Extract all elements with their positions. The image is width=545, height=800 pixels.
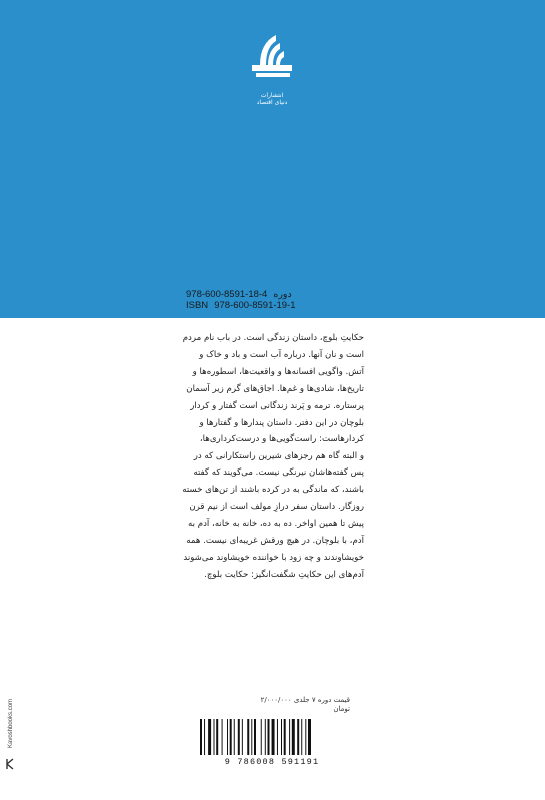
isbn-block bbox=[186, 289, 386, 311]
description-line: آتش. واگویی افسانه‌ها و واقعیت‌ها، اسطوره‌ها و bbox=[192, 366, 364, 377]
price-line2: تومان bbox=[333, 705, 350, 713]
barcode bbox=[192, 719, 352, 769]
isbn-number: 978-600-8591-19-1 bbox=[214, 300, 296, 311]
description-line: حکایتِ بلوچ، داستان زندگی است. در باب نام مردم bbox=[182, 333, 364, 343]
set-isbn-line bbox=[186, 289, 386, 300]
description-line: پس گفته‌هاشان نیرنگی نیست. می‌گویند که گفته bbox=[193, 468, 364, 479]
description-line: آدم‌های این حکایتِ شگفت‌انگیز: حکایت بلوچ. bbox=[204, 569, 364, 580]
back-cover-description bbox=[184, 330, 364, 584]
description-line: بلوچان در این دفتر. داستان پندارها و گفتارها و bbox=[199, 417, 364, 428]
set-isbn-number: 978-600-8591-18-4 bbox=[186, 289, 268, 300]
description-line: و البته گاه هم رجزهای شیرین راستکارانی که در bbox=[193, 451, 364, 462]
description-line: خویشاوندند و چه زود با خواننده خویشاوند می‌شوند bbox=[183, 552, 364, 563]
description-line: است و نان آنها. درباره آب است و باد و خاک و bbox=[199, 349, 364, 360]
barcode-bars bbox=[200, 719, 344, 755]
publisher-name-line2: دنیای اقتصاد bbox=[256, 99, 288, 106]
publisher-name bbox=[240, 92, 304, 106]
isbn-line bbox=[186, 300, 386, 311]
description-line: روزگار. داستان سفر درازِ مولف است از نیم قرن bbox=[189, 502, 364, 513]
set-isbn-label: دوره bbox=[273, 289, 292, 300]
description-line: باشند، که ماندگی به در کرده باشند از تن‌های خسته bbox=[182, 485, 364, 496]
k-logo-icon bbox=[4, 755, 16, 774]
price-label bbox=[200, 696, 350, 714]
isbn-label: ISBN bbox=[186, 300, 209, 311]
description-line: آدم، با بلوچان. در هیچ ورقش غریبه‌ای نیست. همه bbox=[186, 535, 364, 546]
price-line1: قیمت دوره ۷ جلدی ۲/۰۰۰/۰۰۰ bbox=[260, 696, 350, 704]
publisher-website: Kavoshbooks.com bbox=[8, 698, 14, 748]
description-line: تاریخ‌ها، شادی‌ها و غم‌ها. اجاق‌های گرم زیر آسمان bbox=[186, 383, 364, 394]
description-line: پرستاره. ترمه و پَرند زندگانی است گفتار و کردار bbox=[190, 400, 364, 411]
barcode-digits: 9 786008 591191 bbox=[224, 757, 320, 767]
publisher-name-line1: انتشارات bbox=[260, 92, 284, 99]
description-line: کردارهاست: راست‌گویی‌ها و درست‌کرداری‌ها، bbox=[199, 434, 364, 445]
description-line: پیش تا همین اواخر. ده به ده، خانه به خانه، آدم به bbox=[188, 518, 364, 529]
